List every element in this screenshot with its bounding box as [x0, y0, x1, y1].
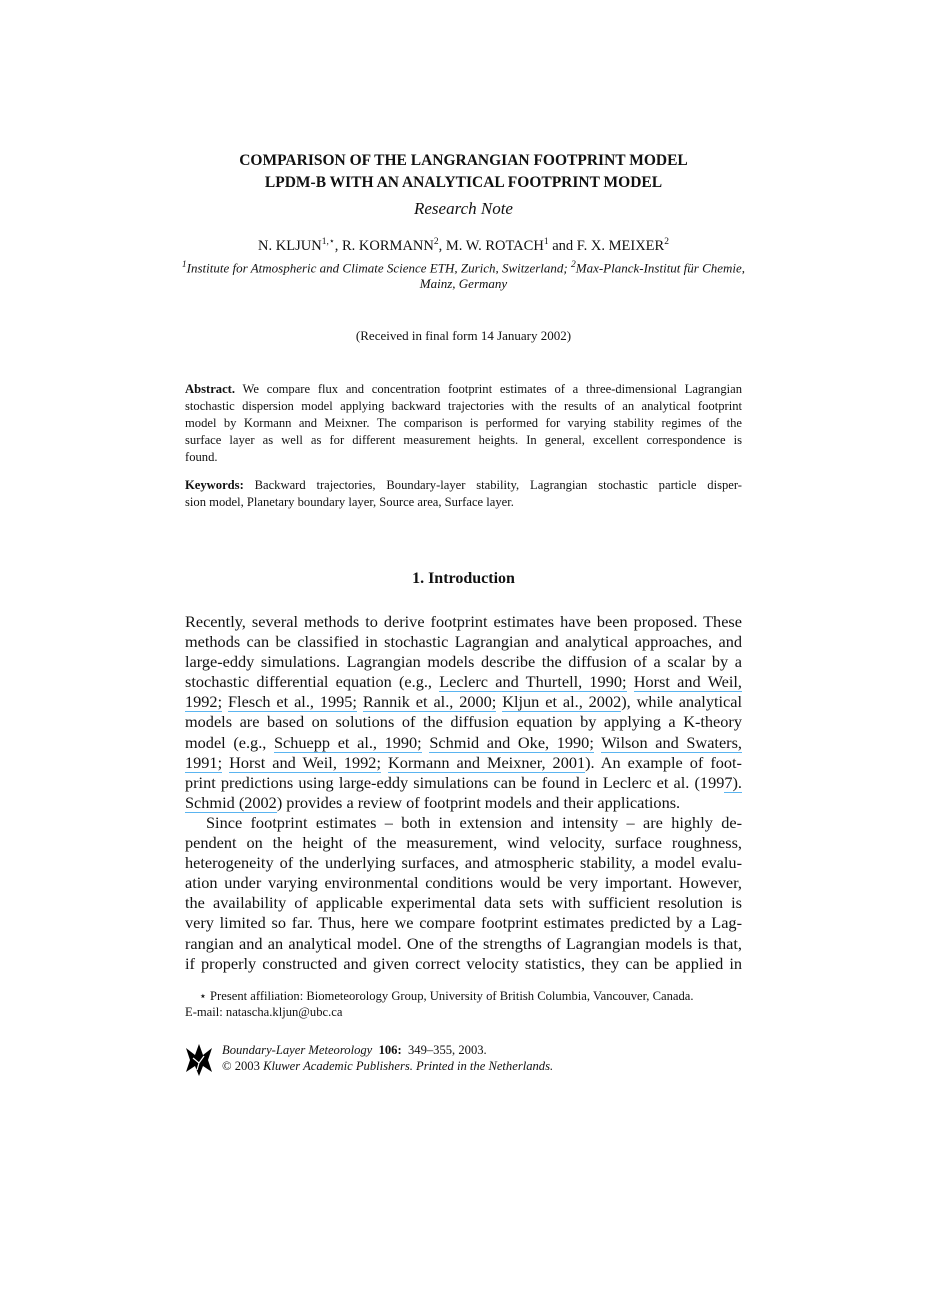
text-line — [185, 813, 742, 833]
text-line — [185, 477, 742, 494]
footnote-email: E-mail: natascha.kljun@ubc.ca — [185, 1005, 343, 1019]
citation-link[interactable]: Schmid (2002 — [185, 792, 277, 812]
affiliation: Institute for Atmospheric and Climate Science ETH, Zurich, Switzerland; — [186, 260, 571, 276]
text-line — [185, 873, 742, 893]
text-line — [185, 449, 742, 466]
authors — [185, 236, 742, 255]
citation-link[interactable]: Kormann and Meixner, 2001 — [387, 752, 586, 772]
text-line — [185, 793, 742, 813]
text-line — [185, 432, 742, 449]
text-segment: model by Kormann and Meixner. The comparison is performed for varying stability regimes of the — [185, 416, 742, 430]
text-segment: surface layer as well as for different measurement heights. In general, excellent correspondence is — [185, 433, 742, 447]
text-segment: found. — [185, 450, 218, 464]
author-sup: 1,⋆ — [321, 237, 335, 247]
citation-link[interactable]: Flesch et al., 1995; — [228, 692, 357, 712]
sep: and — [548, 237, 577, 254]
citation-link[interactable]: Rannik et al., 2000; — [362, 692, 497, 712]
citation-link[interactable]: Schmid and Oke, 1990; — [429, 732, 594, 752]
author-sup: 2 — [433, 237, 439, 247]
affiliations — [180, 257, 747, 292]
text-segment: stochastic differential equation (e.g., — [185, 672, 440, 692]
text-segment: the availability of applicable experimental data sets with sufficient resolution is — [185, 893, 742, 913]
text-line — [185, 612, 742, 632]
keywords — [185, 477, 742, 511]
text-line — [185, 934, 742, 954]
text-segment: print predictions using large-eddy simulations can be found in Leclerc et al. (199 — [185, 772, 725, 792]
journal-pages: 349–355, 2003. — [407, 1043, 487, 1057]
text-line — [185, 833, 742, 853]
title-line-1: COMPARISON OF THE LANGRANGIAN FOOTPRINT MODEL — [239, 152, 688, 169]
sep: , — [334, 237, 343, 254]
text-segment: methods can be classified in stochastic Lagrangian and analytical approaches, and — [185, 632, 742, 652]
text-segment — [357, 692, 363, 711]
text-line — [185, 632, 742, 652]
text-line — [185, 733, 742, 753]
text-line — [185, 954, 742, 974]
author-name: R. KORMANN — [342, 237, 434, 254]
publisher: Kluwer Academic Publishers. Printed in the Netherlands. — [263, 1059, 554, 1073]
text-segment: very limited so far. Thus, here we compare footprint estimates predicted by a Lag- — [185, 913, 742, 933]
citation-link[interactable]: Schuepp et al., 1990; — [273, 732, 422, 752]
text-line — [185, 672, 742, 692]
text-segment: stochastic dispersion model applying backward trajectories with the results of an analytical footprint — [185, 399, 742, 413]
text-segment: pendent on the height of the measurement, wind velocity, surface roughness, — [185, 833, 742, 853]
sep: , — [438, 237, 446, 254]
citation-link[interactable]: Kljun et al., 2002 — [502, 692, 622, 712]
text-segment: rangian and an analytical model. One of the strengths of Lagrangian models is that, — [185, 933, 742, 953]
text-line — [185, 893, 742, 913]
text-segment: model (e.g., — [185, 732, 274, 752]
citation-link[interactable]: 7). — [724, 772, 742, 792]
text-segment: sion model, Planetary boundary layer, Source area, Surface layer. — [185, 495, 514, 509]
text-segment: We compare flux and concentration footprint estimates of a three-dimensional Lagrangian — [235, 382, 742, 396]
footnote — [185, 988, 742, 1020]
author-name: F. X. MEIXER — [576, 237, 665, 254]
text-line — [185, 692, 742, 712]
text-line — [185, 652, 742, 672]
publisher-logo-icon — [186, 1044, 212, 1081]
journal-info — [222, 1042, 553, 1074]
journal-volume: 106: — [378, 1043, 402, 1057]
citation-link[interactable]: 1991; — [185, 752, 223, 772]
body-text — [185, 612, 742, 974]
text-segment: Recently, several methods to derive footprint estimates have been proposed. These — [185, 612, 742, 631]
section-heading: 1. Introduction — [412, 570, 515, 587]
affiliation: Max-Planck-Institut für Chemie, Mainz, Germany — [419, 260, 746, 292]
text-segment: Since footprint estimates – both in extension and intensity – are highly de- — [206, 812, 742, 832]
text-segment: models are based on solutions of the diffusion equation by applying a K-theory — [185, 712, 742, 732]
text-segment: ) provides a review of footprint models and their applications. — [276, 792, 681, 812]
text-segment — [381, 753, 388, 772]
author-name: N. KLJUN — [258, 237, 322, 254]
text-line — [185, 381, 742, 398]
copyright: © 2003 — [222, 1059, 260, 1073]
text-line — [185, 753, 742, 773]
affil-sup: 2 — [570, 260, 576, 270]
text-segment: large-eddy simulations. Lagrangian models describe the diffusion of a scalar by a — [185, 652, 742, 672]
text-line — [185, 913, 742, 933]
text-segment: if properly constructed and given correct velocity statistics, they can be applied in — [185, 953, 742, 973]
footnote-text: Present affiliation: Biometeorology Group, University of British Columbia, Vancouver, Canada. — [206, 989, 694, 1003]
text-segment: ). An example of foot- — [585, 752, 742, 772]
citation-link[interactable]: Wilson and Swaters, — [601, 732, 742, 752]
citation-link[interactable]: Horst and Weil, 1992; — [229, 752, 381, 772]
author-name: M. W. ROTACH — [445, 237, 544, 254]
text-line — [185, 415, 742, 432]
citation-link[interactable]: Leclerc and Thurtell, 1990; — [439, 672, 627, 692]
title-line-2: LPDM-B WITH AN ANALYTICAL FOOTPRINT MODEL — [264, 174, 663, 191]
text-line — [185, 853, 742, 873]
label: Abstract. — [185, 382, 236, 396]
received-date: (Received in final form 14 January 2002) — [355, 328, 572, 343]
abstract — [185, 381, 742, 466]
author-sup: 2 — [664, 237, 669, 247]
author-sup: 1 — [543, 237, 549, 247]
text-segment: heterogeneity of the underlying surfaces, and atmospheric stability, a model evalu- — [185, 853, 742, 873]
text-line — [185, 398, 742, 415]
text-line — [185, 494, 742, 511]
footnote-marker: ⋆ — [199, 989, 207, 1003]
journal-name: Boundary-Layer Meteorology — [222, 1043, 373, 1057]
label: Keywords: — [185, 478, 244, 492]
paper-title — [185, 150, 742, 194]
citation-link[interactable]: Horst and Weil, — [633, 672, 742, 692]
text-line — [185, 773, 742, 793]
text-segment — [627, 672, 634, 691]
text-segment: Backward trajectories, Boundary-layer stability, Lagrangian stochastic particle disper- — [243, 478, 742, 492]
text-line — [185, 712, 742, 732]
citation-link[interactable]: 1992; — [185, 692, 223, 712]
text-segment: ation under varying environmental conditions would be very important. However, — [185, 873, 742, 893]
paper-subtitle: Research Note — [414, 199, 513, 218]
affil-sup: 1 — [181, 260, 187, 270]
text-segment: ), while analytical — [621, 692, 742, 712]
